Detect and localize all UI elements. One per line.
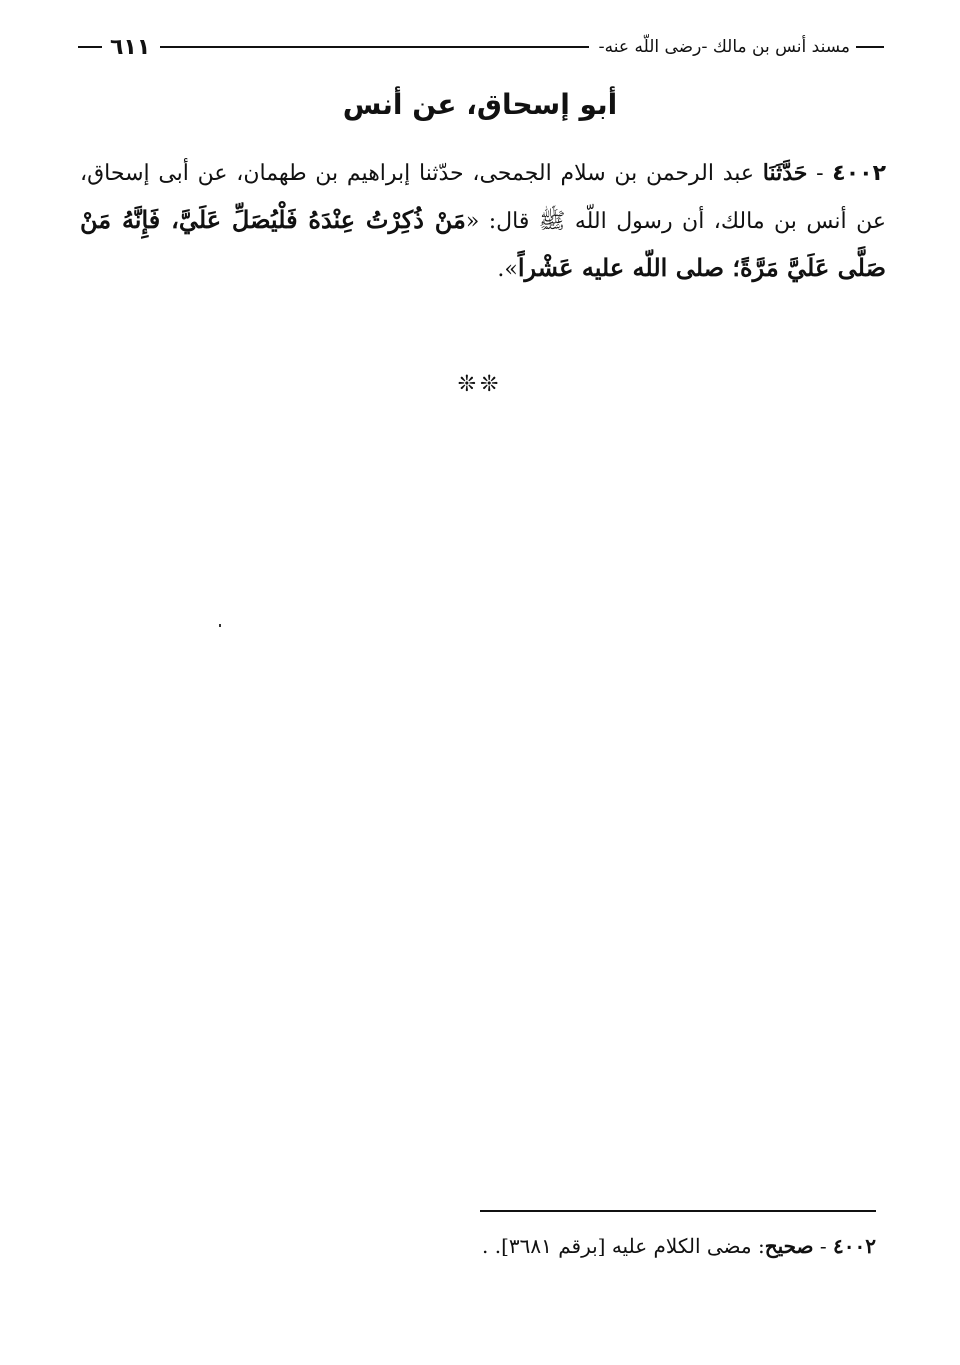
hadith-number: ٤٠٠٢ [832,161,886,186]
footnote-rule [480,1210,876,1212]
hadith-matn: مَنْ ذُكِرْتُ عِنْدَهُ فَلْيُصَلِّ عَلَيَّ، فَإِنَّهُ مَنْ صَلَّى عَلَيَّ مَرَّةً؛ صلى اللّه عليه عَشْراً [80,205,886,282]
chapter-heading: أبو إسحاق، عن أنس [342,88,618,121]
footnote-text: : مضى الكلام عليه [برقم ٣٦٨١]. . [482,1234,765,1258]
print-speck [219,624,221,627]
hadith-haddathana: حَدَّثَنَا [762,160,808,186]
section-separator: ❊❊ [457,372,503,397]
header-dash [78,46,102,48]
running-title: مسند أنس بن مالك -رضى اللّه عنه- [598,37,850,57]
header-rule [160,46,588,48]
hadith-closing: ». [497,257,518,282]
footnote-dash: - [813,1234,834,1258]
running-header [78,30,884,64]
hadith-paragraph [80,150,886,293]
footnote [400,1228,876,1264]
page-number: ٦١١ [110,34,151,60]
header-dash [856,46,884,48]
hadith-isnad: عبد الرحمن بن سلام الجمحى، حدّثنا إبراهيم بن طهمان، عن أبى إسحاق، عن أنس بن مالك، أن رسول اللّه ﷺ قال: « [80,161,886,234]
hadith-dash: - [807,161,833,186]
footnote-grade: صحيح [764,1234,814,1258]
footnote-number: ٤٠٠٢ [833,1234,876,1258]
